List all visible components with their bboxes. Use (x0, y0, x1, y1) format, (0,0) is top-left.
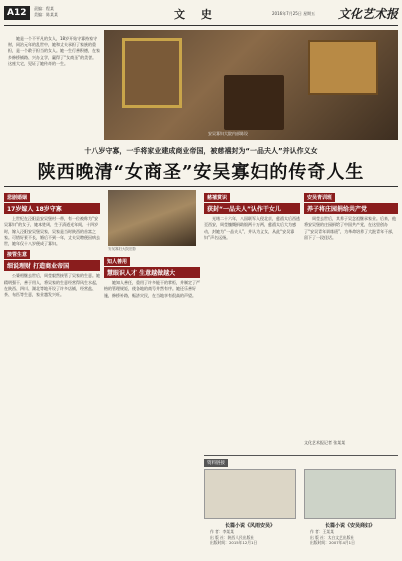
section-heading-2 (4, 250, 100, 271)
hero-area (4, 30, 398, 140)
portrait-frame (122, 38, 182, 108)
masthead-logo: 文化艺术报 (337, 7, 398, 21)
section-head: 细说理财 打造商业帝国 (4, 260, 100, 271)
issue-date: 2016年7月25日 星期五 (272, 11, 316, 16)
book-publisher: 出 版 社：太白文艺出版社 (310, 534, 355, 540)
column-2 (104, 254, 200, 556)
page-number: A12 (4, 6, 30, 20)
book-cover-image (204, 469, 296, 519)
section-kicker: 安吴青训班 (304, 193, 335, 202)
article-subtitle: 十八岁守寡，一手将家业建成商业帝国，被慈禧封为“一品夫人”并认作义女 (84, 147, 318, 155)
resource-label: 资料链接 (204, 459, 228, 467)
book-author: 作 者：王某某 (310, 529, 334, 534)
section-body: 周莹去世后，其养子吴念祖继承家业。后来，他将安吴堡的庄园捐给了中国共产党，在这里创办了“安吴青年训练班”，为革命培养了大批青年干部，留下了一段佳话。 (304, 216, 397, 240)
book-cover-image (304, 469, 396, 519)
editor-credit: 责编：程某 美编：陈某某 (34, 6, 58, 17)
section-heading-3 (104, 257, 200, 278)
hero-photo-caption: 安吴寡妇大院内部陈设 (208, 131, 248, 136)
article-title: 陕西晚清“女商圣”安吴寡妇的传奇人生 (37, 162, 365, 183)
section-heading-4 (204, 193, 300, 214)
hero-photo (104, 30, 398, 140)
section-kicker: 知人善用 (104, 257, 130, 266)
courtyard-photo-caption: 安吴寡妇大院旧影 (108, 247, 136, 251)
book-title: 长篇小说《安吴商妇》 (324, 523, 375, 529)
section-head: 17岁嫁人 18岁守寡 (4, 203, 100, 214)
section-body: 她知人善任，重用了许多能干的掌柜，并制定了严格的管理规矩，使各地的商号井然有序。她还乐善好施，修桥补路，赈济灾民，在当地享有很高的声望。 (104, 280, 200, 298)
book-date: 出版时间：2007年4月1日 (310, 540, 355, 545)
page-header (4, 4, 398, 26)
article-byline: 文化艺术报记者 张某某 (304, 440, 346, 445)
book-date: 出版时间：2015年12月1日 (210, 540, 258, 545)
section-head: 获封“一品夫人”认作干女儿 (204, 203, 300, 214)
hero-intro-text: 她是一个不平凡的女人，18岁开始守寡持家守财，同治元年的乱世中，她和丈夫承担了家族的重担，是一个敢于担当的女人。她一生行善积德，在家乡修桥铺路、兴办义学，赢得了“女商圣”的美誉。这座大宅，见证了她传奇的一生。 (8, 36, 100, 66)
section-body: 上世纪在泾阳县安吴堡村一带，有一位被称为“安吴寡妇”的女子，她本姓周，生于清道光年间，十四岁时，嫁入泾阳安吴堡吴家，吴家是当时陕西的首富之家。可惜好景不长，婚后不到一年，丈夫吴聘便因病去世，她年仅十八岁便成了寡妇。 (4, 216, 100, 247)
section-title: 文 史 (174, 8, 218, 21)
section-head: 慧眼识人才 生意越做越大 (104, 267, 200, 278)
book-publisher: 出 版 社：陕西人民出版社 (210, 534, 255, 540)
book-card (204, 469, 296, 555)
section-kicker: 接管生意 (4, 250, 30, 259)
resource-links (204, 455, 398, 557)
section-body: 公婆相继去世后，周莹毅然接管了吴家的生意。她精明强干，善于用人，将吴家的生意经营得风生水起，在陕西、四川、湖北等地开设了许多店铺，经营盐、茶、布匹等生意，家业越发兴旺。 (4, 273, 100, 298)
section-kicker: 慈禧赏识 (204, 193, 230, 202)
courtyard-photo (108, 190, 196, 246)
column-4 (304, 190, 398, 436)
section-heading-1 (4, 193, 100, 214)
section-head: 养子将庄园捐给共产党 (304, 203, 398, 214)
book-author: 作 者：李某某 (210, 529, 234, 534)
book-title: 长篇小说《风雨安吴》 (224, 523, 275, 529)
section-body: 光绪二十六年，八国联军入侵北京，慈禧太后西逃至西安，周莹慷慨捐助银两十万两，慈禧太后大为感动，封她为“一品夫人”，并认为义女，从此“安吴寡妇”声名远扬。 (204, 216, 300, 240)
wall-plaque (308, 40, 378, 95)
section-kicker: 悲剧婚姻 (4, 193, 30, 202)
section-heading-5 (304, 193, 398, 214)
book-card (304, 469, 396, 555)
antique-chair (224, 75, 284, 130)
title-divider (4, 186, 398, 187)
column-3 (204, 190, 300, 452)
column-1 (4, 190, 100, 556)
